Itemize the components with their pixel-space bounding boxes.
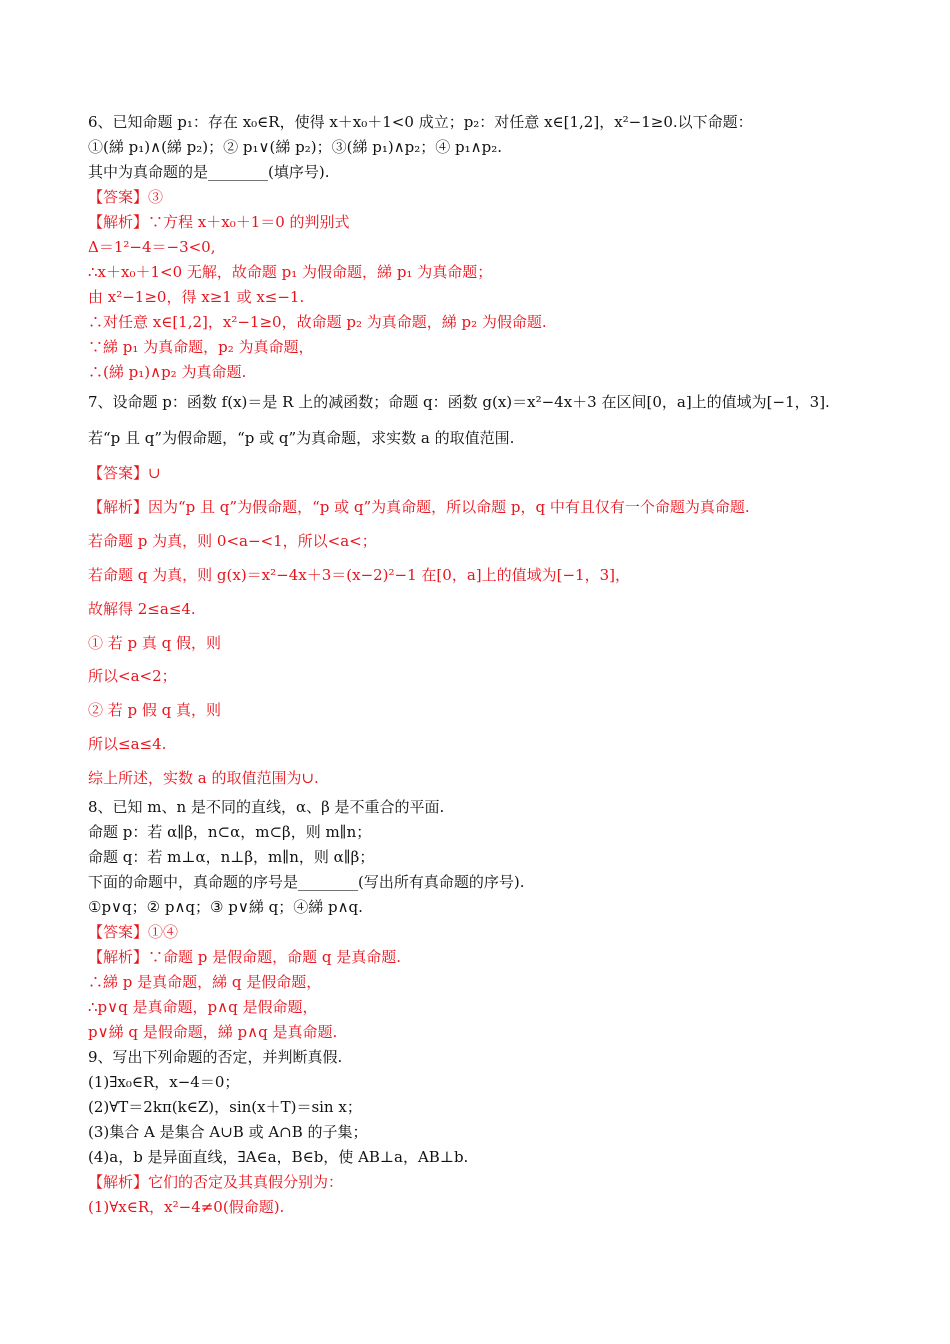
answer-line: 所以<a<2； [88, 667, 177, 685]
answer-line: 所以≤a≤4. [88, 735, 167, 753]
answer-line: 【答案】∪ [88, 464, 161, 482]
answer-line: ① 若 p 真 q 假，则 [88, 634, 222, 652]
answer-line: ∴对任意 x∈[1,2]，x²−1≥0，故命题 p₂ 为真命题，綈 p₂ 为假命题. [88, 313, 547, 331]
question-line: 若“p 且 q”为假命题，“p 或 q”为真命题，求实数 a 的取值范围. [88, 429, 515, 447]
question-line: ①p∨q；② p∧q；③ p∨綈 q；④綈 p∧q. [88, 898, 363, 916]
question-line: 下面的命题中，真命题的序号是________(写出所有真命题的序号). [88, 873, 525, 891]
answer-line: 【解析】因为“p 且 q”为假命题，“p 或 q”为真命题，所以命题 p，q 中有且仅有一个命题为真命题. [88, 498, 750, 516]
question-line: 8、已知 m、n 是不同的直线，α、β 是不重合的平面. [88, 798, 445, 816]
answer-line: ∴x＋x₀＋1<0 无解，故命题 p₁ 为假命题，綈 p₁ 为真命题； [88, 263, 493, 281]
question-line: 命题 p：若 α∥β，n⊂α，m⊂β，则 m∥n； [88, 823, 372, 841]
answer-line: 若命题 q 为真，则 g(x)＝x²−4x＋3＝(x−2)²−1 在[0，a]上的值域为[−1，3]， [88, 566, 630, 584]
question-line: 9、写出下列命题的否定，并判断真假. [88, 1048, 343, 1066]
answer-line: 若命题 p 为真，则 0<a−<1，所以<a<； [88, 532, 377, 550]
answer-line: ∴(綈 p₁)∧p₂ 为真命题. [88, 363, 247, 381]
answer-line: 由 x²−1≥0，得 x≥1 或 x≤−1. [88, 288, 305, 306]
answer-line: ∴綈 p 是真命题，綈 q 是假命题， [88, 973, 322, 991]
answer-line: (1)∀x∈R，x²−4≠0(假命题). [88, 1198, 285, 1216]
answer-line: 【解析】∵命题 p 是假命题，命题 q 是真命题. [88, 948, 402, 966]
answer-line: 【答案】①④ [88, 923, 179, 941]
answer-line: 【答案】③ [88, 188, 164, 206]
question-line: 6、已知命题 p₁：存在 x₀∈R，使得 x＋x₀＋1<0 成立；p₂：对任意 x∈[1,2]，x²−1≥0.以下命题： [88, 113, 753, 131]
question-line: 7、设命题 p：函数 f(x)＝是 R 上的减函数；命题 q：函数 g(x)＝x²−4x＋3 在区间[0，a]上的值域为[−1，3]. [88, 393, 830, 411]
question-line: (2)∀T＝2kπ(k∈Z)，sin(x＋T)＝sin x； [88, 1098, 362, 1116]
answer-line: ② 若 p 假 q 真，则 [88, 701, 222, 719]
answer-line: p∨綈 q 是假命题，綈 p∧q 是真命题. [88, 1023, 338, 1041]
question-line: ①(綈 p₁)∧(綈 p₂)；② p₁∨(綈 p₂)；③(綈 p₁)∧p₂；④ p₁∧p₂. [88, 138, 503, 156]
answer-line: 综上所述，实数 a 的取值范围为∪. [88, 769, 319, 787]
answer-line: ∴p∨q 是真命题，p∧q 是假命题， [88, 998, 318, 1016]
question-line: 命题 q：若 m⊥α，n⊥β，m∥n，则 α∥β； [88, 848, 375, 866]
answer-line: 【解析】∵方程 x＋x₀＋1＝0 的判别式 [88, 213, 350, 231]
question-line: 其中为真命题的是________(填序号). [88, 163, 330, 181]
answer-line: 故解得 2≤a≤4. [88, 600, 196, 618]
answer-line: Δ＝1²−4＝−3<0, [88, 238, 216, 256]
question-line: (4)a，b 是异面直线，∃A∈a，B∈b，使 AB⊥a，AB⊥b. [88, 1148, 469, 1166]
question-line: (1)∃x₀∈R，x−4＝0； [88, 1073, 240, 1091]
question-line: (3)集合 A 是集合 A∪B 或 A∩B 的子集； [88, 1123, 368, 1141]
answer-line: ∵綈 p₁ 为真命题，p₂ 为真命题， [88, 338, 314, 356]
answer-line: 【解析】它们的否定及其真假分别为： [88, 1173, 344, 1191]
